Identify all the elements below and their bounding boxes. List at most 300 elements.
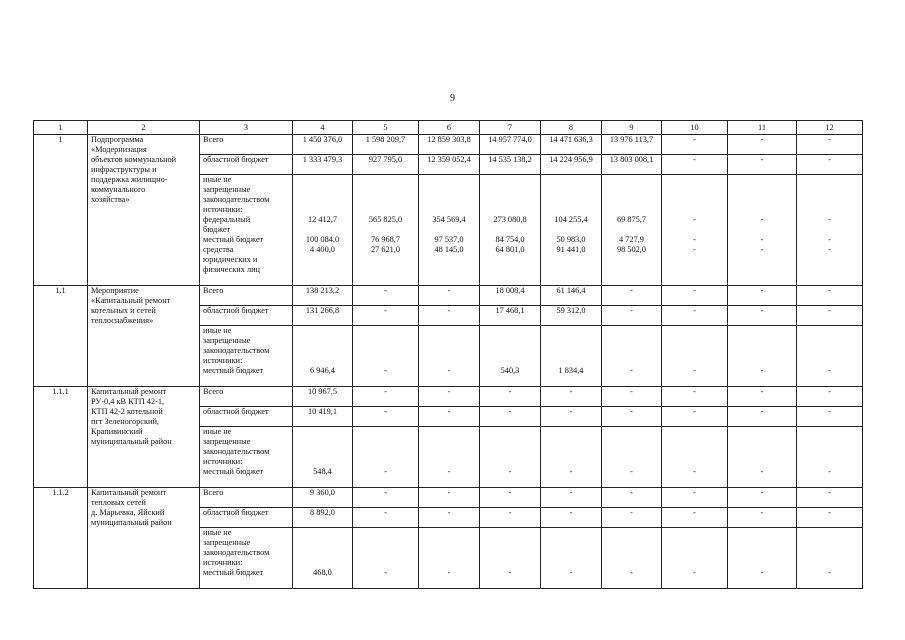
column-number-cell: 6 bbox=[419, 121, 480, 135]
value-text: - bbox=[508, 568, 512, 577]
row-spacer bbox=[544, 255, 598, 275]
value-text: 97 537,0 bbox=[434, 235, 464, 244]
item-description-cell bbox=[88, 135, 200, 286]
value-cell: - bbox=[602, 387, 662, 407]
header-spacer bbox=[665, 175, 724, 215]
value-text: 4 400,0 bbox=[310, 245, 335, 254]
header-spacer bbox=[731, 427, 793, 467]
header-spacer bbox=[483, 326, 537, 366]
funding-source-line: законодательством bbox=[203, 548, 270, 557]
header-spacer bbox=[356, 326, 415, 366]
value-text: - bbox=[384, 568, 387, 577]
description-line: Крапивинский bbox=[91, 427, 143, 436]
value-cell bbox=[728, 326, 797, 387]
column-number-cell: 10 bbox=[662, 121, 728, 135]
value-text: - bbox=[630, 568, 633, 577]
item-number-cell: 1.1.2 bbox=[34, 488, 88, 589]
header-spacer bbox=[422, 427, 476, 467]
funding-source-line: юридических и bbox=[203, 255, 258, 264]
description-line: тепловых сетей bbox=[91, 498, 146, 507]
value-cell: 59 312,0 bbox=[541, 306, 602, 326]
value-cell: - bbox=[419, 387, 480, 407]
header-spacer bbox=[731, 326, 793, 366]
value-cell: - bbox=[602, 306, 662, 326]
value-text: - bbox=[630, 366, 633, 375]
value-text: 48 145,0 bbox=[434, 245, 464, 254]
funding-source-line: запрещенные bbox=[203, 437, 251, 446]
value-cell: 13 803 008,1 bbox=[602, 155, 662, 175]
value-cell: - bbox=[728, 306, 797, 326]
value-text: - bbox=[828, 235, 831, 244]
funding-source-line: источники: bbox=[203, 356, 243, 365]
description-line: объектов коммунальной bbox=[91, 155, 177, 164]
value-cell: - bbox=[728, 508, 797, 528]
value-text: 6 946,4 bbox=[310, 366, 335, 375]
header-spacer bbox=[422, 528, 476, 568]
value-text: 27 621,0 bbox=[370, 245, 401, 254]
description-line: «Модернизация bbox=[91, 145, 147, 154]
value-cell: - bbox=[728, 286, 797, 306]
value-text: 565 825,0 bbox=[368, 215, 403, 224]
value-text: - bbox=[447, 366, 451, 375]
funding-source-line: местный бюджет bbox=[203, 467, 264, 476]
value-text: 100 084,0 bbox=[305, 235, 340, 244]
description-line: Мероприятие bbox=[91, 286, 139, 295]
item-description-cell bbox=[88, 286, 200, 387]
page-number: 9 bbox=[450, 93, 455, 104]
funding-source-cell: Всего bbox=[200, 135, 293, 155]
value-cell: - bbox=[602, 508, 662, 528]
value-cell bbox=[480, 326, 541, 387]
funding-source-line: законодательством bbox=[203, 195, 270, 204]
row-spacer bbox=[296, 225, 349, 235]
funding-source-line: запрещенные bbox=[203, 336, 251, 345]
value-cell: 12 359 052,4 bbox=[419, 155, 480, 175]
header-spacer bbox=[544, 528, 598, 568]
value-text: - bbox=[569, 467, 573, 476]
value-cell: 9 360,0 bbox=[293, 488, 353, 508]
funding-source-line: федеральный bbox=[203, 215, 251, 224]
funding-source-line: законодательством bbox=[203, 447, 270, 456]
value-cell: 8 892,0 bbox=[293, 508, 353, 528]
value-cell bbox=[541, 427, 602, 488]
row-spacer bbox=[544, 225, 598, 235]
value-cell bbox=[728, 427, 797, 488]
value-text: 91 441,0 bbox=[556, 245, 586, 254]
value-cell: - bbox=[728, 407, 797, 427]
value-text: - bbox=[569, 568, 573, 577]
value-cell: - bbox=[662, 306, 728, 326]
value-cell bbox=[662, 326, 728, 387]
value-cell bbox=[419, 175, 480, 286]
column-number-cell: 3 bbox=[200, 121, 293, 135]
value-cell bbox=[353, 326, 419, 387]
header-spacer bbox=[665, 427, 724, 467]
value-cell bbox=[480, 427, 541, 488]
value-cell: - bbox=[662, 387, 728, 407]
header-spacer bbox=[731, 175, 793, 215]
header-spacer bbox=[296, 528, 349, 568]
funding-source-line: законодательством bbox=[203, 346, 270, 355]
header-spacer bbox=[422, 175, 476, 215]
value-cell: 14 535 138,2 bbox=[480, 155, 541, 175]
header-spacer bbox=[483, 427, 537, 467]
value-cell: - bbox=[541, 488, 602, 508]
column-number-cell: 8 bbox=[541, 121, 602, 135]
description-line: Капитальный ремонт bbox=[91, 387, 167, 396]
funding-source-line: источники: bbox=[203, 558, 243, 567]
value-text: 468,0 bbox=[313, 568, 332, 577]
row-spacer bbox=[605, 255, 658, 275]
header-spacer bbox=[544, 175, 598, 215]
header-spacer bbox=[665, 326, 724, 366]
value-cell bbox=[797, 326, 863, 387]
funding-source-cell: областной бюджет bbox=[200, 407, 293, 427]
header-spacer bbox=[544, 427, 598, 467]
item-description-cell bbox=[88, 387, 200, 488]
header-spacer bbox=[605, 427, 658, 467]
description-line: поддержка жилищно- bbox=[91, 175, 168, 184]
row-spacer bbox=[296, 255, 349, 275]
value-cell: 13 976 113,7 bbox=[602, 135, 662, 155]
description-line: Подпрограмма bbox=[91, 135, 144, 144]
value-cell bbox=[419, 326, 480, 387]
header-spacer bbox=[296, 326, 349, 366]
value-cell: - bbox=[480, 407, 541, 427]
funding-source-cell: Всего bbox=[200, 488, 293, 508]
value-text: - bbox=[384, 366, 387, 375]
value-cell: 131 266,8 bbox=[293, 306, 353, 326]
value-cell: - bbox=[662, 286, 728, 306]
value-text: 548,4 bbox=[313, 467, 332, 476]
value-text: - bbox=[828, 467, 831, 476]
header-spacer bbox=[800, 326, 859, 366]
value-cell: - bbox=[797, 135, 863, 155]
column-number-cell: 9 bbox=[602, 121, 662, 135]
description-line: инфраструктуры и bbox=[91, 165, 157, 174]
value-cell bbox=[293, 528, 353, 589]
value-cell bbox=[797, 528, 863, 589]
value-text: 76 968,7 bbox=[370, 235, 401, 244]
value-text: - bbox=[693, 366, 696, 375]
description-line: муниципальный район bbox=[91, 518, 172, 527]
funding-source-line: бюджет bbox=[203, 225, 231, 234]
value-cell bbox=[797, 427, 863, 488]
value-cell: - bbox=[728, 135, 797, 155]
value-cell: 14 471 636,3 bbox=[541, 135, 602, 155]
funding-source-line: иные не bbox=[203, 528, 232, 537]
value-cell: 138 213,2 bbox=[293, 286, 353, 306]
value-cell: - bbox=[662, 155, 728, 175]
value-text: - bbox=[693, 245, 696, 254]
value-cell: - bbox=[602, 407, 662, 427]
value-text: - bbox=[760, 215, 764, 224]
value-cell: - bbox=[353, 286, 419, 306]
value-cell: - bbox=[797, 286, 863, 306]
value-cell bbox=[480, 175, 541, 286]
value-text: 84 754,0 bbox=[495, 235, 525, 244]
value-cell bbox=[541, 326, 602, 387]
column-number-row bbox=[34, 121, 863, 135]
funding-source-cell: Всего bbox=[200, 387, 293, 407]
funding-source-line: местный бюджет bbox=[203, 235, 264, 244]
value-text: 12 412,7 bbox=[307, 215, 338, 224]
table-row bbox=[34, 488, 863, 508]
value-text: - bbox=[447, 568, 451, 577]
value-text: - bbox=[630, 467, 633, 476]
header-spacer bbox=[296, 175, 349, 215]
value-text: 50 983,0 bbox=[556, 235, 586, 244]
header-spacer bbox=[800, 175, 859, 215]
value-cell: - bbox=[541, 387, 602, 407]
value-cell bbox=[353, 427, 419, 488]
row-spacer bbox=[665, 255, 724, 275]
funding-source-cell: Всего bbox=[200, 286, 293, 306]
header-spacer bbox=[296, 427, 349, 467]
value-text: - bbox=[828, 245, 831, 254]
value-cell: - bbox=[728, 488, 797, 508]
value-text: - bbox=[760, 245, 764, 254]
value-cell bbox=[728, 528, 797, 589]
value-cell: - bbox=[662, 488, 728, 508]
funding-source-cell bbox=[200, 528, 293, 589]
value-cell bbox=[662, 528, 728, 589]
value-cell bbox=[728, 175, 797, 286]
header-spacer bbox=[544, 326, 598, 366]
value-text: - bbox=[384, 467, 387, 476]
value-text: 98 502,0 bbox=[616, 245, 647, 254]
value-cell bbox=[419, 528, 480, 589]
funding-source-line: источники: bbox=[203, 205, 243, 214]
column-number-cell: 1 bbox=[34, 121, 88, 135]
funding-source-cell: областной бюджет bbox=[200, 508, 293, 528]
description-line: Капитальный ремонт bbox=[91, 488, 167, 497]
header-spacer bbox=[731, 528, 793, 568]
value-text: 4 727,9 bbox=[619, 235, 644, 244]
budget-table bbox=[33, 120, 863, 589]
value-cell: 927 795,0 bbox=[353, 155, 419, 175]
value-cell: 1 450 376,0 bbox=[293, 135, 353, 155]
value-text: 69 875,7 bbox=[616, 215, 647, 224]
value-cell: 12 859 303,8 bbox=[419, 135, 480, 155]
funding-source-line: местный бюджет bbox=[203, 366, 264, 375]
item-description-cell bbox=[88, 488, 200, 589]
funding-source-cell bbox=[200, 326, 293, 387]
description-line: коммунального bbox=[91, 185, 146, 194]
description-line: РУ-0,4 кВ КТП 42-1, bbox=[91, 397, 165, 406]
description-line: хозяйства» bbox=[91, 195, 130, 204]
header-spacer bbox=[800, 427, 859, 467]
value-cell: - bbox=[541, 407, 602, 427]
description-line: теплоснабжения» bbox=[91, 316, 154, 325]
value-cell bbox=[293, 175, 353, 286]
header-spacer bbox=[665, 528, 724, 568]
row-spacer bbox=[800, 225, 859, 235]
value-text: - bbox=[828, 215, 831, 224]
row-spacer bbox=[356, 255, 415, 275]
value-cell: - bbox=[728, 387, 797, 407]
value-cell: - bbox=[480, 508, 541, 528]
row-spacer bbox=[483, 255, 537, 275]
value-cell: - bbox=[353, 407, 419, 427]
header-spacer bbox=[605, 175, 658, 215]
value-cell: 61 146,4 bbox=[541, 286, 602, 306]
row-spacer bbox=[665, 225, 724, 235]
column-number-cell: 7 bbox=[480, 121, 541, 135]
funding-source-line: запрещенные bbox=[203, 185, 251, 194]
row-spacer bbox=[731, 255, 793, 275]
table-body bbox=[34, 121, 863, 589]
value-cell: - bbox=[797, 155, 863, 175]
header-spacer bbox=[356, 175, 415, 215]
value-text: - bbox=[828, 366, 831, 375]
funding-source-cell bbox=[200, 427, 293, 488]
funding-source-line: запрещенные bbox=[203, 538, 251, 547]
description-line: котельных и сетей bbox=[91, 306, 156, 315]
value-text: 64 801,0 bbox=[495, 245, 525, 254]
funding-source-line: средства bbox=[203, 245, 234, 254]
description-line: «Капитальный ремонт bbox=[91, 296, 171, 305]
value-cell: - bbox=[480, 488, 541, 508]
value-cell: - bbox=[728, 155, 797, 175]
value-text: - bbox=[693, 215, 696, 224]
row-spacer bbox=[422, 225, 476, 235]
description-line: д. Марьевка, Яйский bbox=[91, 508, 165, 517]
row-spacer bbox=[356, 225, 415, 235]
column-number-cell: 11 bbox=[728, 121, 797, 135]
value-cell: 14 224 956,9 bbox=[541, 155, 602, 175]
value-text: - bbox=[760, 467, 764, 476]
value-text: - bbox=[760, 568, 764, 577]
value-cell bbox=[541, 528, 602, 589]
value-cell: - bbox=[662, 135, 728, 155]
table-row bbox=[34, 135, 863, 155]
value-cell: - bbox=[797, 387, 863, 407]
value-text: - bbox=[693, 568, 696, 577]
value-cell: - bbox=[353, 508, 419, 528]
value-cell: 10 967,5 bbox=[293, 387, 353, 407]
value-cell bbox=[602, 175, 662, 286]
value-cell bbox=[602, 427, 662, 488]
row-spacer bbox=[731, 225, 793, 235]
value-cell: 1 598 209,7 bbox=[353, 135, 419, 155]
header-spacer bbox=[605, 528, 658, 568]
value-cell: - bbox=[419, 488, 480, 508]
funding-source-cell: областной бюджет bbox=[200, 306, 293, 326]
value-text: - bbox=[693, 467, 696, 476]
value-text: - bbox=[828, 568, 831, 577]
funding-source-line: иные не bbox=[203, 427, 232, 436]
value-text: - bbox=[447, 467, 451, 476]
column-number-cell: 2 bbox=[88, 121, 200, 135]
value-cell bbox=[662, 427, 728, 488]
item-number-cell: 1 bbox=[34, 135, 88, 286]
value-text: - bbox=[508, 467, 512, 476]
column-number-cell: 4 bbox=[293, 121, 353, 135]
item-number-cell: 1.1 bbox=[34, 286, 88, 387]
funding-source-line: иные не bbox=[203, 326, 232, 335]
value-cell bbox=[662, 175, 728, 286]
value-text: 354 569,4 bbox=[432, 215, 466, 224]
row-spacer bbox=[422, 255, 476, 275]
header-spacer bbox=[800, 528, 859, 568]
funding-source-cell bbox=[200, 175, 293, 286]
value-cell: - bbox=[541, 508, 602, 528]
item-number-cell: 1.1.1 bbox=[34, 387, 88, 488]
funding-source-cell: областной бюджет bbox=[200, 155, 293, 175]
value-cell bbox=[353, 175, 419, 286]
value-cell bbox=[797, 175, 863, 286]
value-cell: - bbox=[480, 387, 541, 407]
value-cell: - bbox=[353, 387, 419, 407]
value-cell: - bbox=[419, 286, 480, 306]
value-cell: - bbox=[797, 508, 863, 528]
value-cell bbox=[419, 427, 480, 488]
header-spacer bbox=[422, 326, 476, 366]
value-cell: - bbox=[797, 306, 863, 326]
value-text: - bbox=[760, 235, 764, 244]
value-cell: - bbox=[419, 407, 480, 427]
header-spacer bbox=[605, 326, 658, 366]
value-cell: 1 333 479,3 bbox=[293, 155, 353, 175]
description-line: муниципальный район bbox=[91, 437, 172, 446]
value-cell bbox=[293, 326, 353, 387]
value-cell: - bbox=[602, 488, 662, 508]
value-cell bbox=[480, 528, 541, 589]
header-spacer bbox=[356, 427, 415, 467]
value-cell bbox=[602, 326, 662, 387]
value-cell: 14 957 774,0 bbox=[480, 135, 541, 155]
funding-source-line: физических лиц bbox=[203, 265, 260, 274]
column-number-cell: 12 bbox=[797, 121, 863, 135]
value-text: 104 255,4 bbox=[554, 215, 588, 224]
value-cell: 17 468,1 bbox=[480, 306, 541, 326]
value-cell: - bbox=[662, 508, 728, 528]
funding-source-line: иные не bbox=[203, 175, 232, 184]
row-spacer bbox=[605, 225, 658, 235]
row-spacer bbox=[483, 225, 537, 235]
value-text: 540,3 bbox=[500, 366, 520, 375]
funding-source-line: местный бюджет bbox=[203, 568, 264, 577]
row-spacer bbox=[800, 255, 859, 275]
funding-source-line: источники: bbox=[203, 457, 243, 466]
description-line: КТП 42-2 котельной bbox=[91, 407, 163, 416]
table-row bbox=[34, 286, 863, 306]
value-cell bbox=[293, 427, 353, 488]
value-text: - bbox=[693, 235, 696, 244]
value-cell: - bbox=[353, 488, 419, 508]
description-line: пгт Зеленогорский, bbox=[91, 417, 159, 426]
value-cell bbox=[541, 175, 602, 286]
column-number-cell: 5 bbox=[353, 121, 419, 135]
value-cell: - bbox=[419, 508, 480, 528]
table-row bbox=[34, 387, 863, 407]
value-cell bbox=[353, 528, 419, 589]
value-cell: - bbox=[797, 488, 863, 508]
value-cell: - bbox=[353, 306, 419, 326]
value-cell bbox=[602, 528, 662, 589]
value-text: - bbox=[760, 366, 764, 375]
value-text: 1 834,4 bbox=[558, 366, 584, 375]
value-cell: 18 008,4 bbox=[480, 286, 541, 306]
header-spacer bbox=[483, 175, 537, 215]
value-cell: - bbox=[797, 407, 863, 427]
header-spacer bbox=[356, 528, 415, 568]
value-cell: 10 419,1 bbox=[293, 407, 353, 427]
value-text: 273 080,8 bbox=[493, 215, 527, 224]
header-spacer bbox=[483, 528, 537, 568]
value-cell: - bbox=[602, 286, 662, 306]
